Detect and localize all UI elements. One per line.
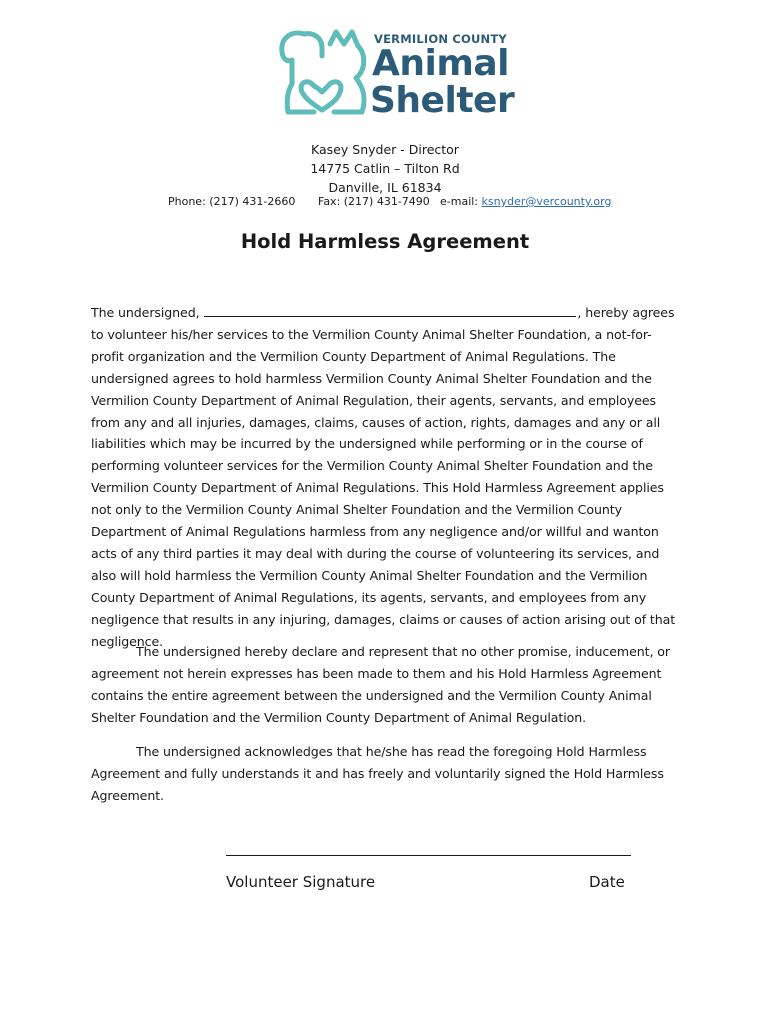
p1-rest-text: , hereby agrees to volunteer his/her services to the Vermilion County Animal Shelter Foundation, a not-for-profit organization and the Vermilion County Department of Animal Regulations. The undersigned agrees to hold harmless Vermilion County Animal Shelter Foundation and the Vermilion County Department of Animal Regulation, their agents, servants, and employees from any and all injuries, damages, claims, causes of action, rights, damages and any or all liabilities which may be incurred by the undersigned while performing or in the course of performing volunteer services for the Vermilion County Animal Shelter Foundation and the Vermilion County Department of Animal Regulations. This Hold Harmless Agreement applies not only to the Vermilion County Animal Shelter Foundation and the Vermilion County Department of Animal Regulations harmless from any negligence and/or willful and wanton acts of any third parties it may deal with during the course of volunteering its services, and also will hold harmless the Vermilion County Animal Shelter Foundation and the Vermilion County Department of Animal Regulations, its agents, servants, and employees from any negligence that results in any injuring, damages, claims or causes of action arising out of that negligence. (91, 305, 676, 649)
dog-cat-heart-icon (274, 26, 374, 122)
volunteer-signature-label: Volunteer Signature (226, 873, 376, 891)
document-title: Hold Harmless Agreement (240, 230, 530, 253)
email-label: e-mail: (440, 195, 479, 208)
phone-text: Phone: (217) 431-2660 (168, 195, 296, 208)
address-line-2: Danville, IL 61834 (328, 180, 442, 195)
p1-start-text: The undersigned, (91, 305, 200, 320)
shelter-logo (274, 26, 515, 122)
logo-county-text: VERMILION COUNTY (374, 32, 507, 46)
signature-line[interactable] (226, 855, 631, 856)
director-line: Kasey Snyder - Director (311, 142, 459, 157)
logo-animal-text: Animal (372, 43, 509, 84)
agreement-paragraph-2: The undersigned hereby declare and represent that no other promise, inducement, or agreement not herein expresses has been made to them and his Hold Harmless Agreement contains the entire agreement between the undersigned and the Vermilion County Animal Shelter Foundation and the Vermilion County Department of Animal Regulation. (91, 644, 670, 725)
contact-block (0, 140, 770, 197)
fax-text: Fax: (217) 431-7490 (318, 195, 430, 208)
email-link[interactable]: ksnyder@vercounty.org (481, 195, 612, 208)
address-line-1: 14775 Catlin – Tilton Rd (310, 161, 460, 176)
agreement-paragraph-3: The undersigned acknowledges that he/she has read the foregoing Hold Harmless Agreement and fully understands it and has freely and voluntarily signed the Hold Harmless Agreement. (91, 744, 664, 803)
name-blank-line[interactable] (204, 302, 576, 317)
logo-shelter-text: Shelter (370, 80, 515, 121)
email-row (440, 195, 611, 208)
agreement-paragraph-1 (91, 302, 683, 653)
date-label: Date (589, 873, 625, 891)
